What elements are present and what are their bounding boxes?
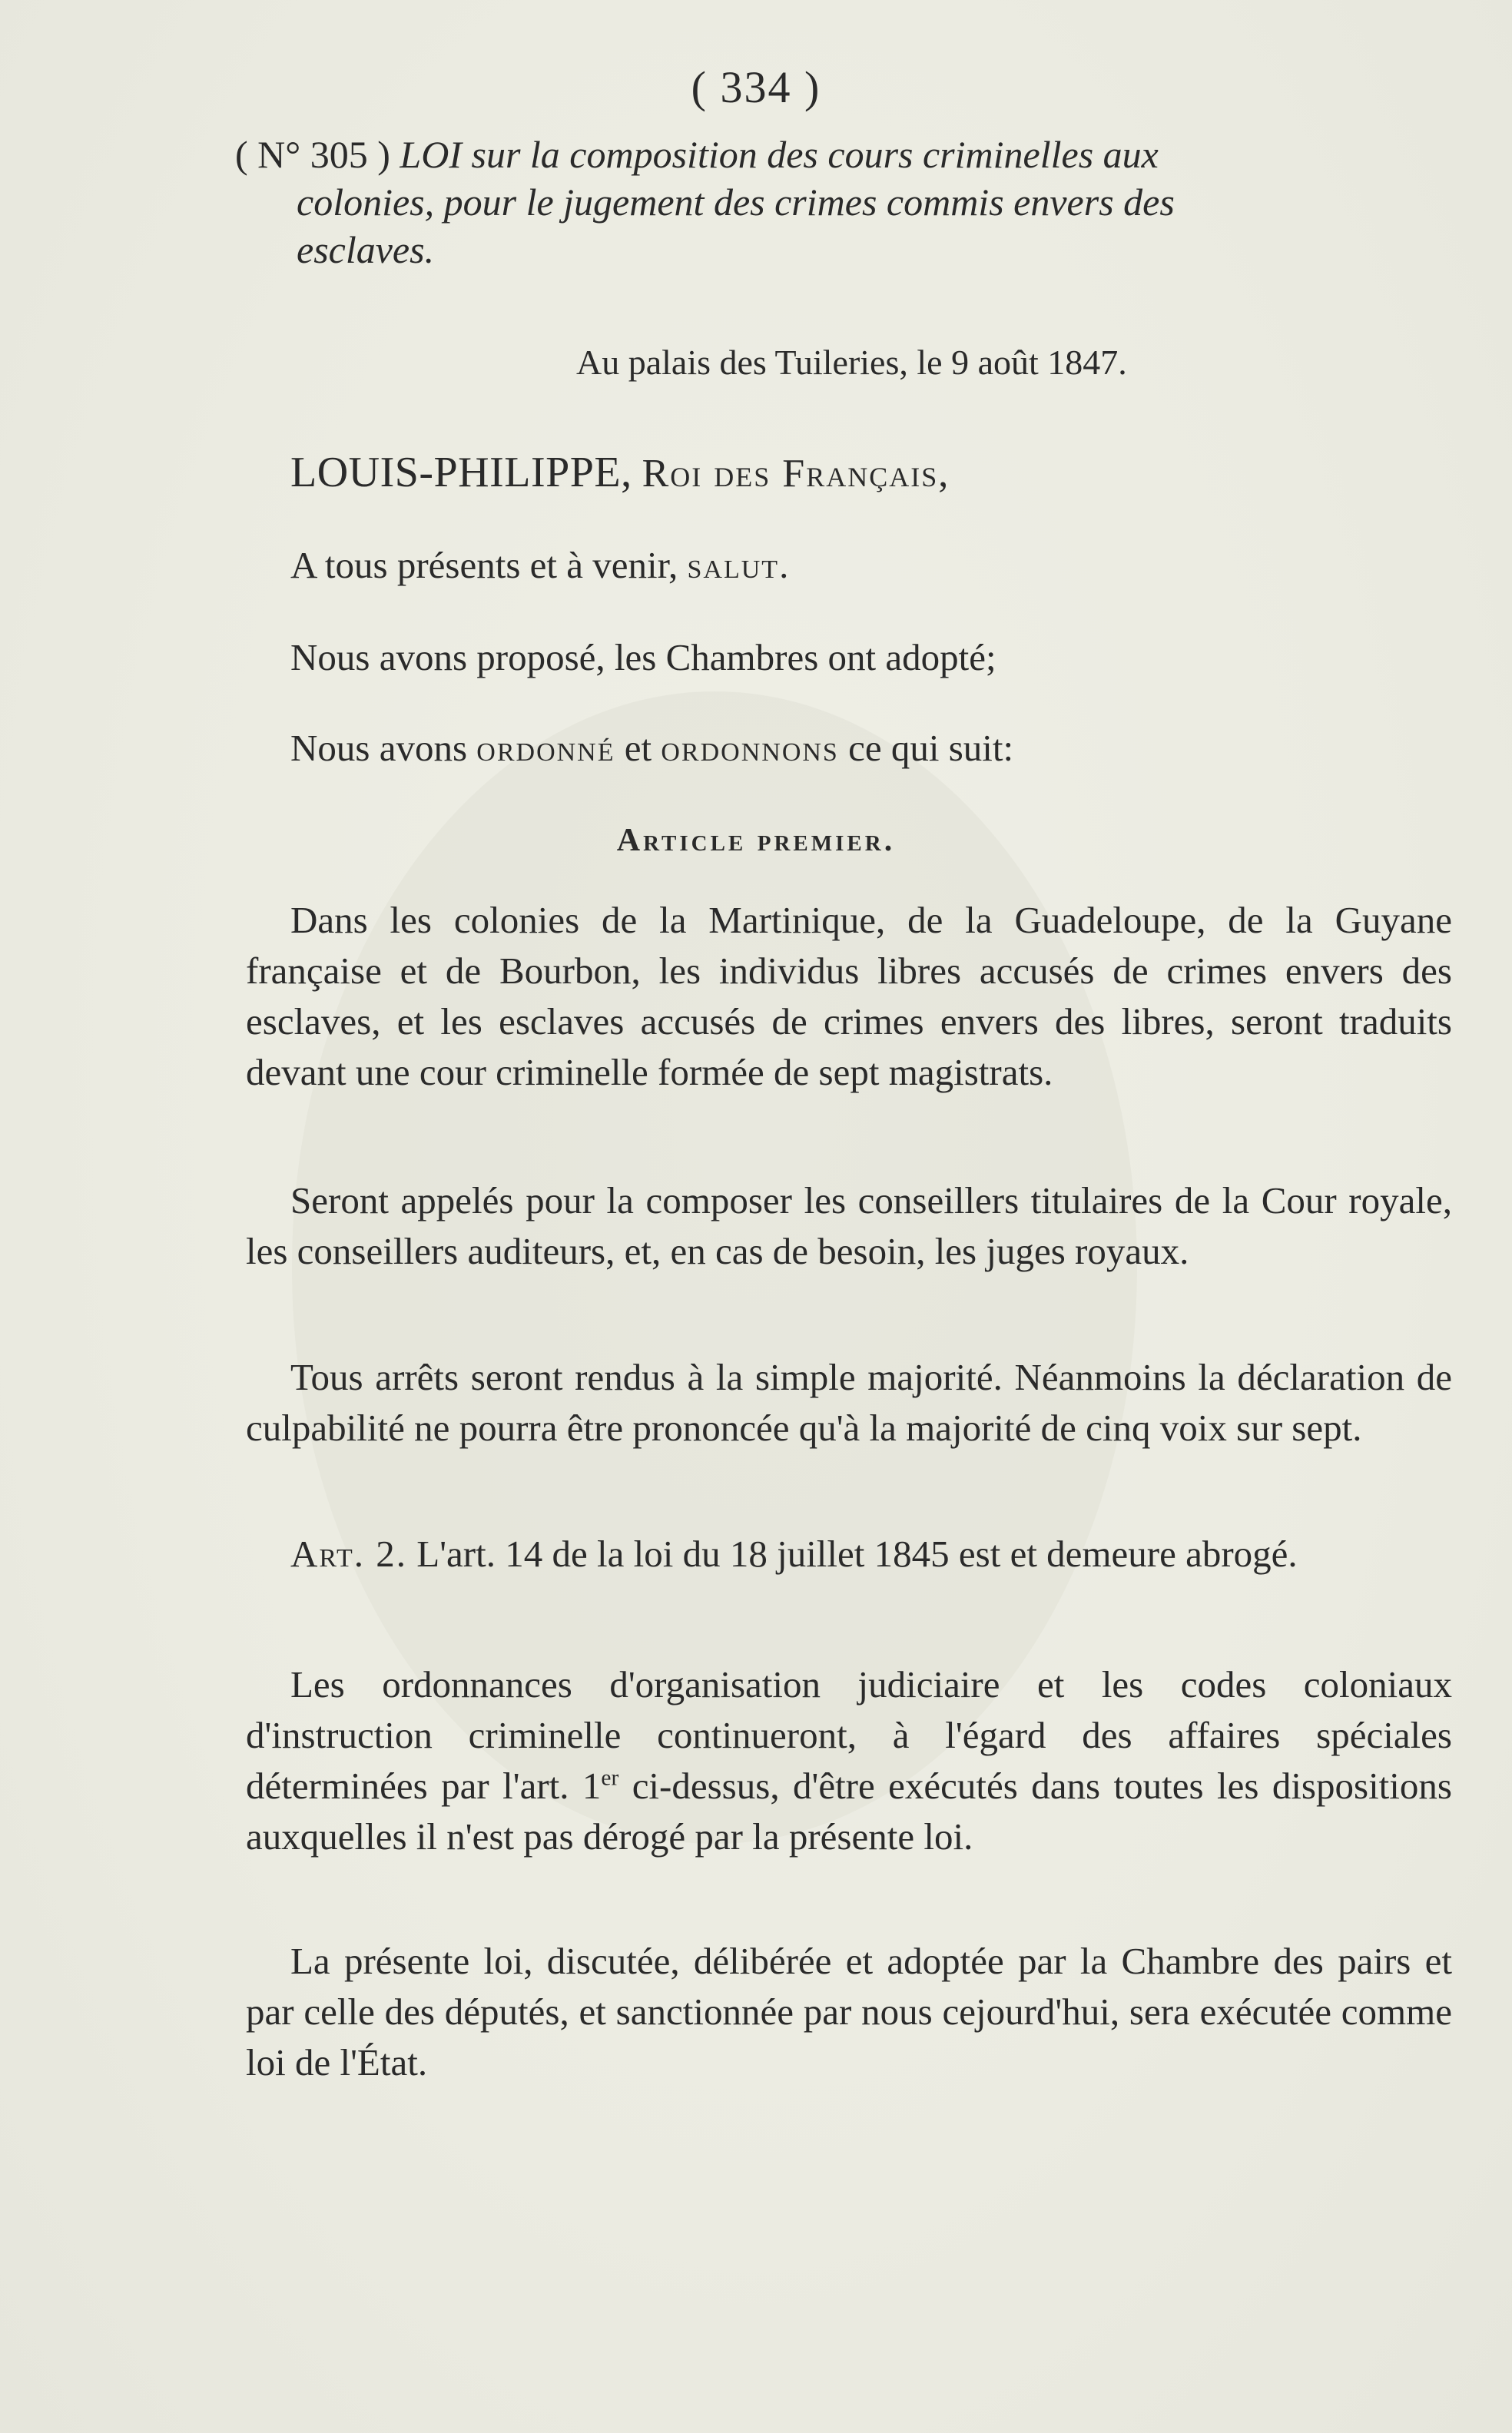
sovereign-title: Roi des Français,	[642, 452, 950, 496]
formula-order-ordonne: ordonné	[476, 727, 615, 769]
paragraph-5-end: ci-dessus, d'être exécutés dans toutes les dispositions auxquelles il n'est pas dérogé par la présente loi.	[246, 1765, 1452, 1858]
formula-order-start: Nous avons	[290, 727, 468, 769]
paragraph-1: Dans les colonies de la Martinique, de la Guadeloupe, de la Guyane française et de Bourbon, les individus libres accusés de crimes envers des esclaves, et les esclaves accusés de crimes envers des libres, seront traduits devant une cour criminelle formée de sept magistrats.	[246, 899, 1452, 1093]
paragraph-article-2	[246, 1529, 1452, 1579]
formula-order-et: et	[624, 727, 652, 769]
article-2-label: Art. 2.	[290, 1533, 408, 1575]
law-title-lead: LOI	[400, 133, 462, 176]
paragraph-3: Tous arrêts seront rendus à la simple majorité. Néanmoins la déclaration de culpabilité ne pourra être prononcée qu'à la majorité de cinq voix sur sept.	[246, 1356, 1452, 1449]
sovereign-name: LOUIS-PHILIPPE,	[290, 449, 632, 496]
formula-order-end: ce qui suit:	[848, 727, 1014, 769]
paragraph-2: Seront appelés pour la composer les conseillers titulaires de la Cour royale, les conseillers auditeurs, et, en cas de besoin, les juges royaux.	[246, 1179, 1452, 1272]
formula-order-ordonnons: ordonnons	[661, 727, 839, 769]
dateline: Au palais des Tuileries, le 9 août 1847.	[576, 343, 1127, 382]
page-number: ( 334 )	[691, 62, 821, 112]
paragraph-5	[246, 1659, 1452, 1862]
paragraph-5-start: Les ordonnances d'organisation judiciaire et les codes coloniaux d'instruction criminelle continueront, à l'égard des affaires spéciales déterminées par l'art. 1	[246, 1663, 1452, 1807]
formula-proposal	[290, 635, 1443, 679]
law-number: ( N° 305 )	[235, 133, 390, 176]
law-title-line3: esclaves.	[297, 228, 435, 271]
formula-greeting-text: A tous présents et à venir,	[290, 544, 678, 586]
sovereign-heading	[290, 448, 1443, 497]
formula-order	[290, 726, 1443, 770]
formula-greeting	[290, 543, 1443, 587]
law-title-line1: sur la composition des cours criminelles aux	[471, 133, 1159, 176]
paragraph-5-superscript: er	[601, 1765, 619, 1791]
formula-proposal-text: Nous avons proposé, les Chambres ont adopté;	[290, 636, 996, 678]
law-title-line2: colonies, pour le jugement des crimes commis envers des	[297, 181, 1175, 224]
paragraph-6: La présente loi, discutée, délibérée et adoptée par la Chambre des pairs et par celle des députés, et sanctionnée par nous cejourd'hui, sera exécutée comme loi de l'État.	[246, 1940, 1452, 2083]
article-2-text: L'art. 14 de la loi du 18 juillet 1845 est et demeure abrogé.	[416, 1533, 1298, 1575]
article-heading: Article premier.	[616, 823, 896, 858]
formula-greeting-salut: salut.	[687, 544, 791, 586]
law-title	[235, 131, 1452, 273]
